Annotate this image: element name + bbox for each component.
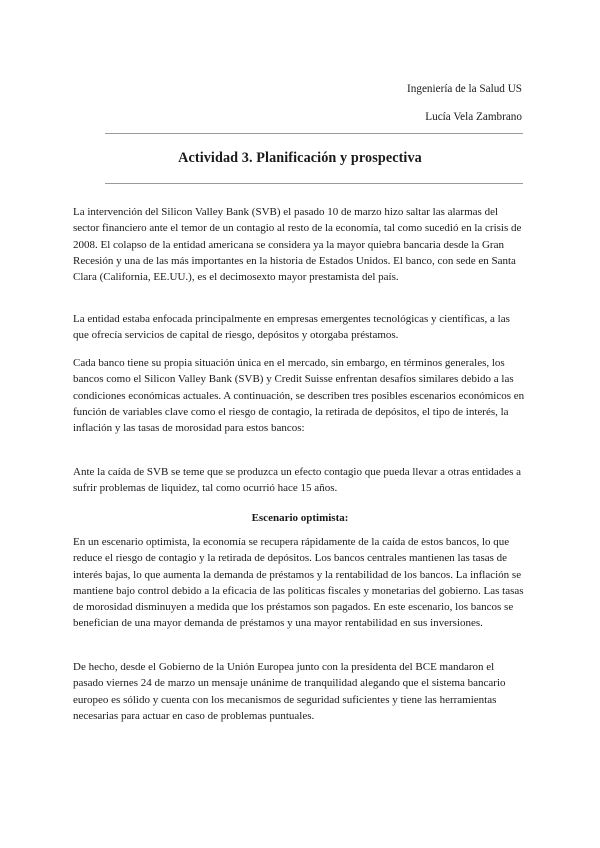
paragraph-svb-intervention: La intervención del Silicon Valley Bank (SVB) el pasado 10 de marzo hizo saltar las alarmas del sector financiero ante el temor de un contagio al resto de la economía, tal como sucedió en la crisis de 2008. El colapso de la entidad americana se considera ya la mayor quiebra bancaria desde la Gran Recesión y una de las más importantes en la historia de Estados Unidos. El banco, con sede en Santa Clara (California, EE.UU.), es el decimosexto mayor prestamista del país. xyxy=(73,206,522,284)
page-title: Actividad 3. Planificación y prospectiva xyxy=(178,150,422,166)
header-institution: Ingeniería de la Salud US xyxy=(407,83,522,95)
header-author: Lucía Vela Zambrano xyxy=(425,111,522,123)
top-divider xyxy=(105,133,523,134)
section-heading-optimistic: Escenario optimista: xyxy=(251,512,349,524)
paragraph-contagion: Ante la caída de SVB se teme que se produzca un efecto contagio que pueda llevar a otras entidades a sufrir problemas de liquidez, tal como ocurrió hace 15 años. xyxy=(73,466,522,495)
paragraph-optimistic-scenario: En un escenario optimista, la economía se recupera rápidamente de la caída de estos bancos, lo que reduce el riesgo de contagio y la retirada de depósitos. Los bancos centrales mantienen las tasas de interés bajas, lo que aumenta la demanda de préstamos y la rentabilidad de los bancos. La inflación se mantiene bajo control debido a la eficacia de las políticas fiscales y monetarias del gobierno. Las tasas de morosidad disminuyen a medida que los préstamos son pagados. En este escenario, los bancos se benefician de una mayor demanda de préstamos y una mayor rentabilidad en sus inversiones. xyxy=(73,536,524,630)
paragraph-scenarios-intro: Cada banco tiene su propia situación única en el mercado, sin embargo, en términos generales, los bancos como el Silicon Valley Bank (SVB) y Credit Suisse enfrentan desafíos similares debido a las condiciones económicas actuales. A continuación, se describen tres posibles escenarios económicos en función de variables clave como el riesgo de contagio, la retirada de depósitos, el tipo de interés, la inflación y las tasas de morosidad para estos bancos: xyxy=(73,357,525,435)
paragraph-eu-message: De hecho, desde el Gobierno de la Unión Europea junto con la presidenta del BCE mandaron el pasado viernes 24 de marzo un mensaje unánime de tranquilidad alegando que el sistema bancario europeo es sólido y cuenta con los mecanismos de seguridad suficientes y tiene las herramientas necesarias para actuar en caso de problemas puntuales. xyxy=(73,661,506,722)
title-divider xyxy=(105,183,523,184)
paragraph-entity-focus: La entidad estaba enfocada principalmente en empresas emergentes tecnológicas y científicas, a las que ofrecía servicios de capital de riesgo, depósitos y otorgaba préstamos. xyxy=(73,313,510,342)
